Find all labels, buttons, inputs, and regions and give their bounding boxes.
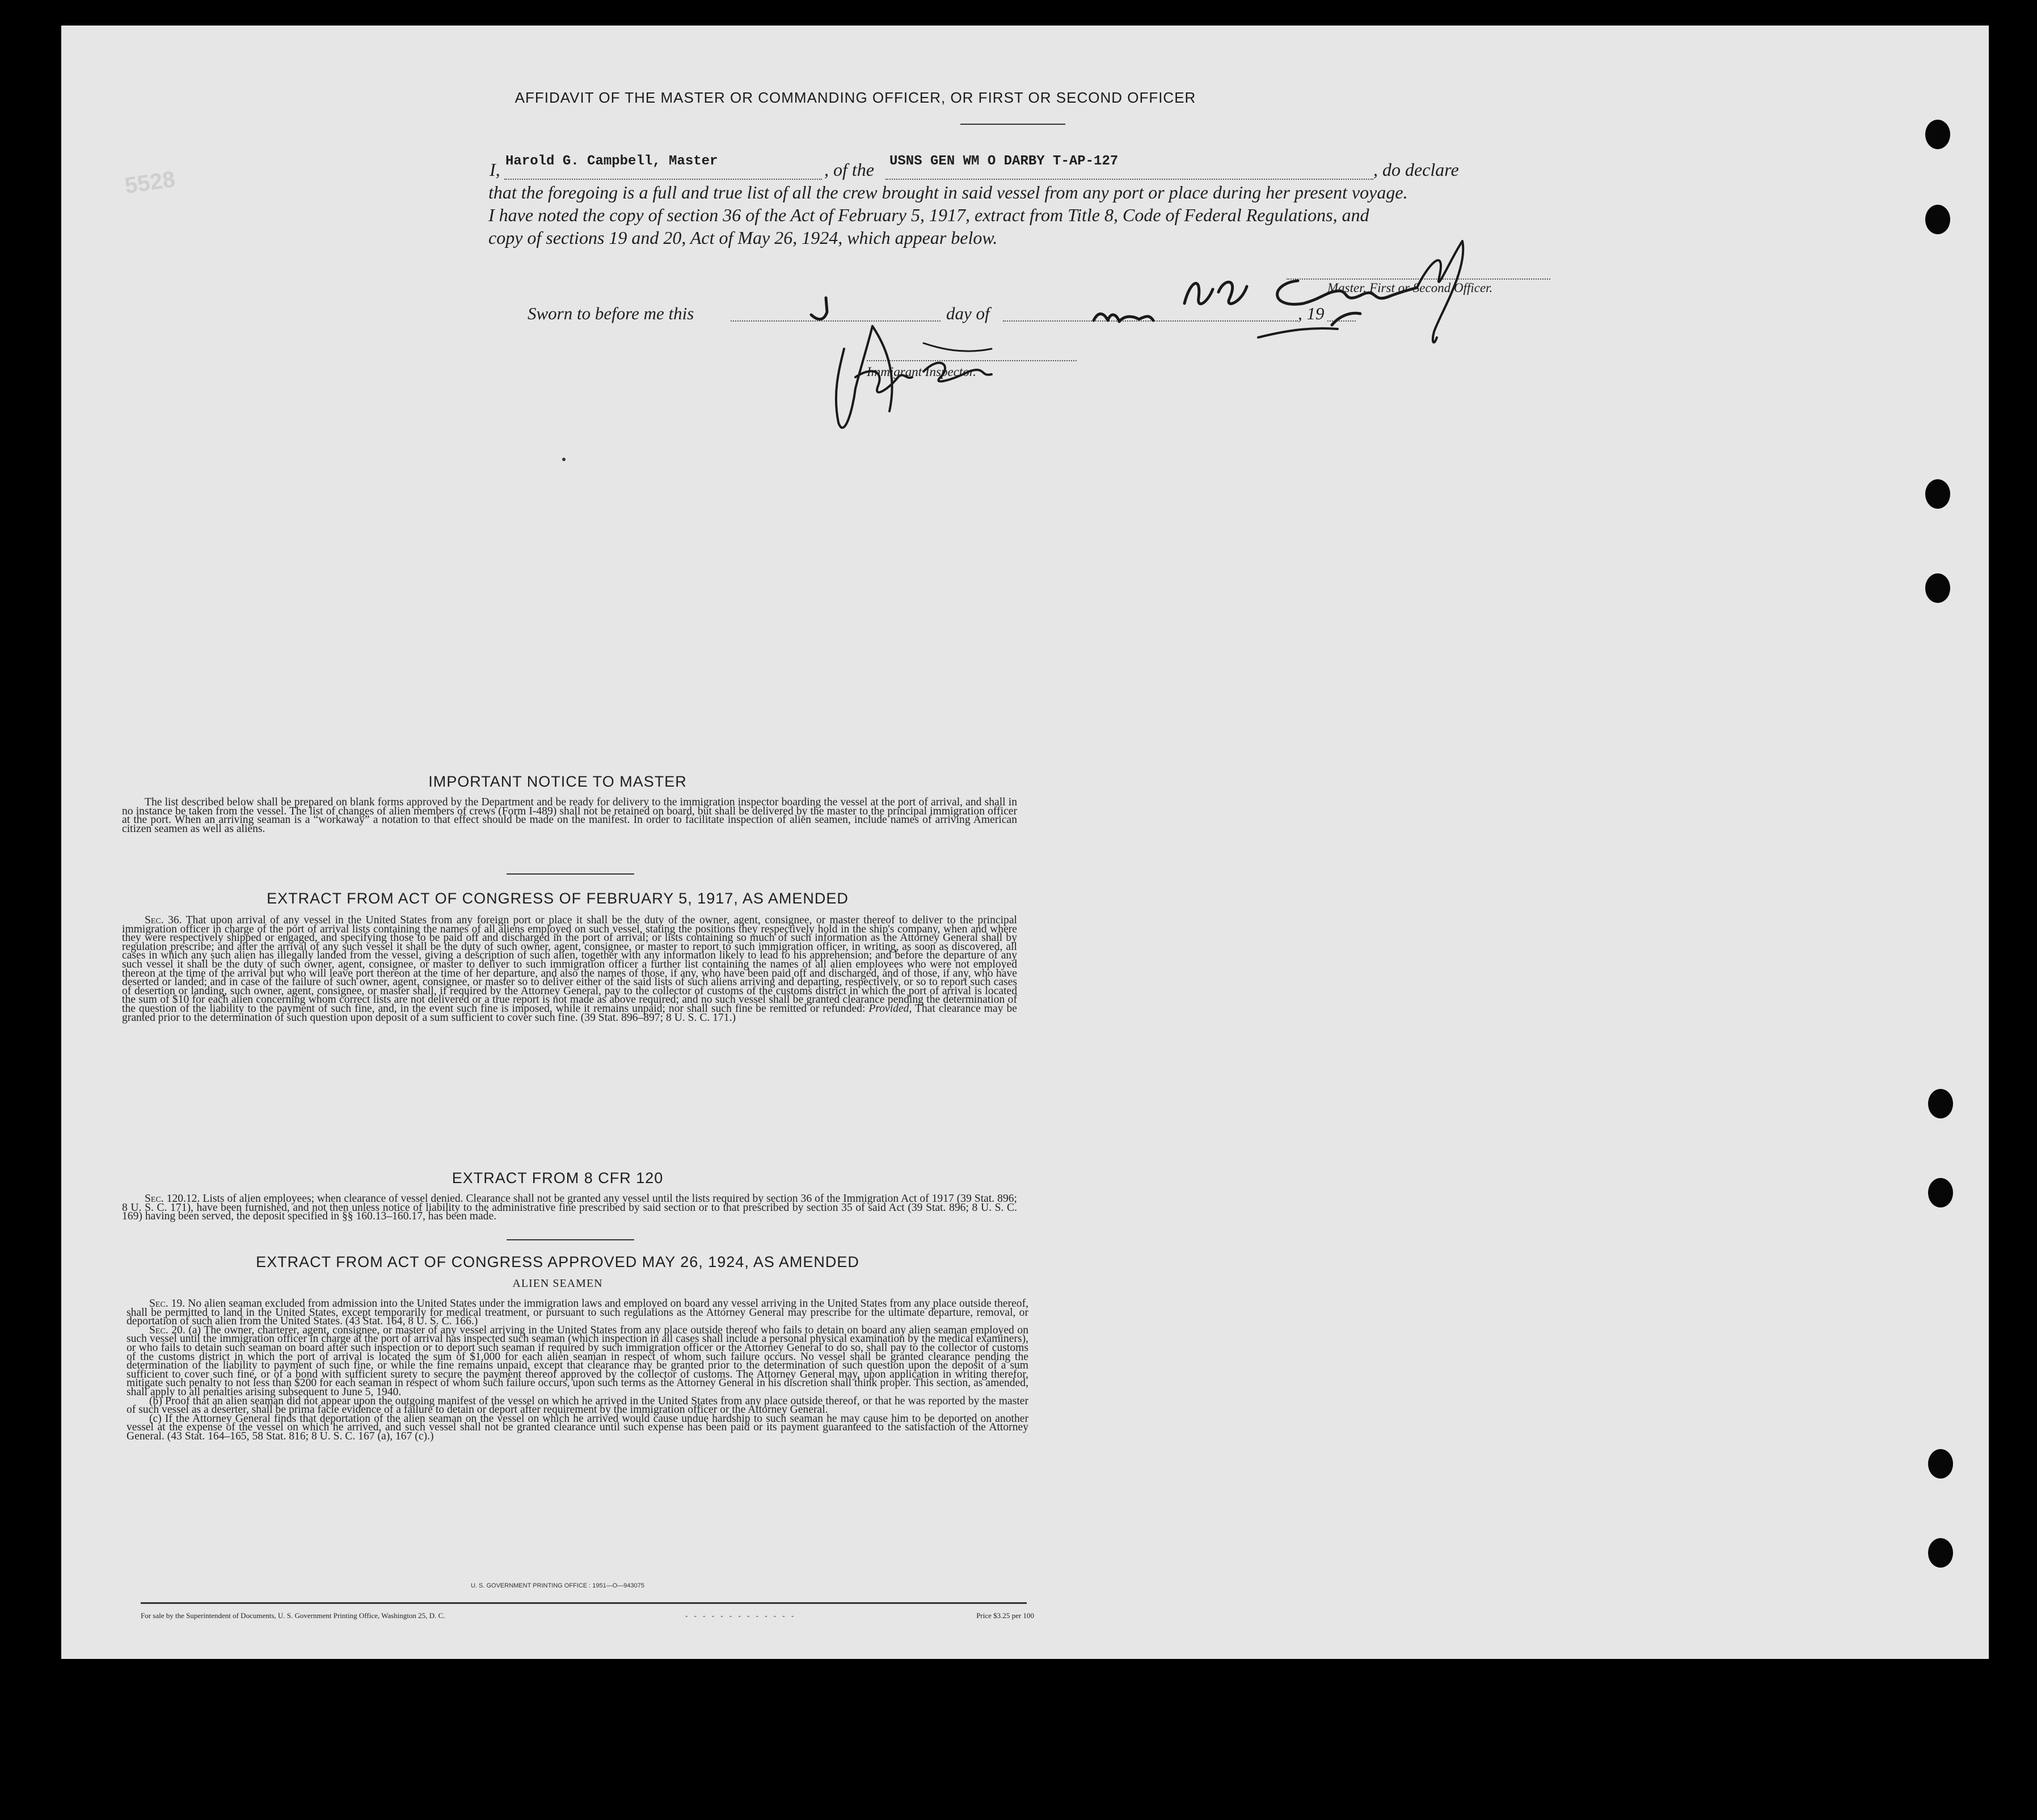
for-sale-text: For sale by the Superintendent of Documents, U. S. Government Printing Office, Washington 25, D. C. <box>141 1611 445 1620</box>
provided-word: Provided, <box>868 1002 912 1015</box>
notice-title: IMPORTANT NOTICE TO MASTER <box>428 773 687 790</box>
extract-1917-body <box>122 916 1017 1022</box>
extract-cfr-body <box>122 1194 1017 1221</box>
sec-20a-text: (a) The owner, charterer, agent, consignee, or master of any vessel arriving in the United States from any place outside thereof who fails to detain on board any alien seaman employed on such vessel until the immigration officer in charge at the port of arrival has inspected such seaman (which inspection in all cases shall include a personal physical examination by the medical examiners), or who fails to detain such seaman on board after such inspection or to deport such seaman if required by such immigration officer or the Attorney General to do so, shall pay to the collector of customs of the customs district in which the port of arrival is located the sum of $1,000 for each alien seaman in respect of whom such failure occurs. No vessel shall be granted clearance pending the determination of the liability to payment of such fine, or while the fine remains unpaid, except that clearance may be granted prior to the determination of such question upon the deposit of a sum sufficient to cover such fine, or of a bond with sufficient surety to secure the payment thereof approved by the collector of customs. The Attorney General may, upon application in writing therefor, mitigate such penalty to not less than $200 for each seaman in respect of whom such failure occurs, upon such terms as the Attorney General in his discretion shall think proper. This section, as amended, shall apply to all penalties arising subsequent to June 5, 1940. <box>126 1324 1029 1398</box>
sec-19-text: No alien seaman excluded from admission into the United States under the immigration laws and employed on board any vessel arriving in the United States from any place outside thereof, shall be permitted to land in the United States, except temporarily for medical treatment, or pursuant to such regulations as the Attorney General may prescribe for the ultimate departure, removal, or deportation of such alien from the United States. (43 Stat. 164, 8 U. S. C. 166.) <box>126 1298 1028 1328</box>
sec-120-paragraph <box>122 1194 1017 1221</box>
inspector-caption: Immigrant Inspector. <box>867 365 976 379</box>
extract-1917-title: EXTRACT FROM ACT OF CONGRESS OF FEBRUARY 5, 1917, AS AMENDED <box>267 890 849 907</box>
year-prefix: , 19 <box>1298 303 1325 323</box>
affidavit-title: AFFIDAVIT OF THE MASTER OR COMMANDING OFFICER, OR FIRST OR SECOND OFFICER <box>514 89 1196 106</box>
day-label: day of <box>946 303 990 323</box>
sec-20b-paragraph: (b) Proof that an alien seaman did not appear upon the outgoing manifest of the vessel on which he arrived in the United States from any place outside thereof, or that he was reported by the master of such vessel as a deserter, shall be prima facie evidence of a failure to detain or deport after requirement by the immigration officer or the Attorney General. <box>126 1395 1028 1416</box>
affidavit-line2: that the foregoing is a full and true list of all the crew brought in said vessel from any port or place during her present voyage. <box>488 182 1408 202</box>
punch-hole <box>1925 120 1950 149</box>
sworn-label: Sworn to before me this <box>528 303 694 323</box>
prefix-i: I, <box>490 159 500 180</box>
sec-19-label: Sec. 19. <box>149 1298 185 1310</box>
punch-hole <box>1928 1538 1953 1568</box>
sec-19-paragraph <box>126 1299 1028 1326</box>
punch-hole <box>1928 1089 1953 1118</box>
divider-rule <box>507 1239 634 1240</box>
vessel-name-line <box>885 179 1373 180</box>
sec-20c-paragraph: (c) If the Attorney General finds that deportation of the alien seaman on the vessel on which he arrived would cause undue hardship to such seaman he may cause him to be deported on another vessel at the expense of the vessel on which he arrived, and such vessel shall not be granted clearance until such expense has been paid or its payment guaranteed to the satisfaction of the Attorney General. (43 Stat. 164–165, 58 Stat. 816; 8 U. S. C. 167 (a), 167 (c).) <box>126 1412 1028 1442</box>
footer-rule <box>141 1602 1027 1604</box>
punch-hole <box>1925 573 1950 603</box>
divider-rule <box>507 873 634 875</box>
title-rule <box>960 124 1065 125</box>
master-name: Harold G. Campbell, Master <box>505 154 718 169</box>
footer-line <box>141 1611 1034 1624</box>
document-page <box>61 26 1989 1659</box>
of-the-label: , of the <box>824 159 874 180</box>
sec-36-paragraph <box>122 916 1017 1022</box>
sec-36-text: That upon arrival of any vessel in the United States from any foreign port or place it shall be the duty of the owner, agent, consignee, or master thereof to deliver to the principal immigration officer in charge of the port of arrival lists containing the names of all aliens employed on such vessel, stating the positions they respectively hold in the ship's company, when and where they were respectively shipped or engaged, and specifying those to be paid off and discharged in the port of arrival; or lists containing so much of such information as the Attorney General shall by regulation prescribe; and after the arrival of any such vessel it shall be the duty of such owner, agent, consignee, or master to report to such immigration officer, in writing, as soon as discovered, all cases in which any such alien has illegally landed from the vessel, giving a description of such alien, together with any information likely to lead to his apprehension; and before the departure of any such vessel it shall be the duty of such owner, agent, consignee, or master to deliver to such immigration officer a further list containing the names of all alien employees who were not employed thereon at the time of the arrival but who will leave port thereon at the time of her departure, and also the names of those, if any, who have been paid off and discharged, and of those, if any, who have deserted or landed; and in case of the failure of such owner, agent, consignee, or master so to deliver either of the said lists of such aliens arriving and departing, respectively, or so to report such cases of desertion or landing, such owner, agent, consignee, or master shall, if required by the Attorney General, pay to the collector of customs of the customs district in which the port of arrival is located the sum of $10 for each alien concerning whom correct lists are not delivered or a true report is not made as above required; and no such vessel shall be granted clearance pending the determination of the question of the liability to the payment of such fine, and, in the event such fine is imposed, while it remains unpaid; nor shall such fine be remitted or refunded: <box>122 914 1017 1015</box>
do-declare-label: , do declare <box>1373 159 1459 180</box>
price-text: Price $3.25 per 100 <box>976 1611 1034 1620</box>
stamp-number: 5528 <box>123 167 177 199</box>
affidavit-line4: copy of sections 19 and 20, Act of May 26, 1924, which appear below. <box>488 227 998 248</box>
punch-hole <box>1928 1449 1953 1479</box>
officer-caption: Master, First or Second Officer. <box>1327 281 1493 295</box>
gpo-imprint: U. S. GOVERNMENT PRINTING OFFICE : 1951—O—943075 <box>470 1582 645 1589</box>
punch-hole <box>1925 205 1950 234</box>
sec-120-text: Lists of alien employees; when clearance of vessel denied. Clearance shall not be granted any vessel until the lists required by section 36 of the Immigration Act of 1917 (39 Stat. 896; 8 U. S. C. 171), have been furnished, and not then unless notice of liability to the administrative fine prescribed by said section or to that prescribed by section 35 of said Act (39 Stat. 896; 8 U. S. C. 169) having been served, the deposit specified in §§ 160.13–160.17, has been made. <box>122 1193 1017 1223</box>
punch-hole <box>1925 479 1950 509</box>
inspector-signature <box>799 281 1094 451</box>
sec-120-label: Sec. 120.12. <box>145 1193 200 1205</box>
extract-1924-title: EXTRACT FROM ACT OF CONGRESS APPROVED MAY 26, 1924, AS AMENDED <box>256 1253 859 1270</box>
sec-20-label: Sec. 20. <box>149 1324 185 1336</box>
affidavit-line3: I have noted the copy of section 36 of the Act of February 5, 1917, extract from Title 8, Code of Federal Regulations, and <box>488 205 1369 225</box>
extract-1924-body <box>126 1299 1028 1441</box>
sec-20a-paragraph <box>126 1326 1028 1397</box>
sec-36-label: Sec. 36. <box>145 914 182 926</box>
affidavit-line1 <box>488 154 1634 182</box>
punch-hole <box>1928 1178 1953 1207</box>
sec-36-tail: That clearance may be granted prior to the determination of such question upon deposit of a sum sufficient to cover such fine. (39 Stat. 896–897; 8 U. S. C. 171.) <box>122 1002 1017 1024</box>
notice-body <box>122 798 1017 833</box>
master-name-line <box>504 179 822 180</box>
footer-dashes: - - - - - - - - - - - - - <box>685 1611 796 1620</box>
notice-paragraph: The list described below shall be prepared on blank forms approved by the Department and be ready for delivery to the immigration inspector boarding the vessel at the port of arrival, and shall in no instance be taken from the vessel. The list of changes of alien members of crews (Form I-489) shall not be retained on board, but shall be delivered by the master to the principal immigration officer at the port. When an arriving seaman is a “workaway” a notation to that effect should be made on the manifest. In order to facilitate inspection of alien seamen, include names of arriving American citizen seamen as well as aliens. <box>122 796 1017 835</box>
alien-seamen-subtitle: ALIEN SEAMEN <box>512 1277 603 1290</box>
extract-cfr-title: EXTRACT FROM 8 CFR 120 <box>452 1169 664 1186</box>
speck <box>562 458 566 461</box>
vessel-name: USNS GEN WM O DARBY T-AP-127 <box>889 154 1119 169</box>
